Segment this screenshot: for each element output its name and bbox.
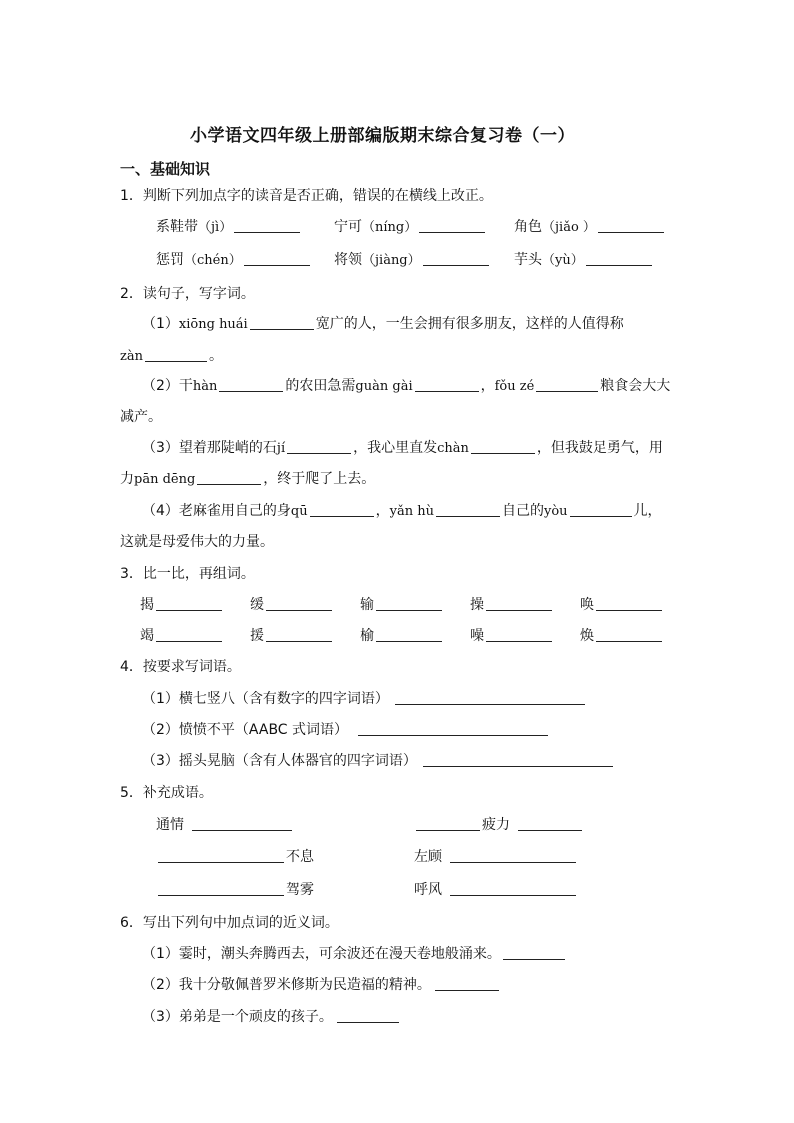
q1-item: 系鞋带（jì）	[156, 218, 302, 237]
answer-blank[interactable]	[536, 377, 598, 392]
answer-blank[interactable]	[518, 816, 582, 831]
answer-blank[interactable]	[266, 596, 332, 611]
answer-blank[interactable]	[598, 218, 664, 233]
q1-item: 惩罚（chén）	[156, 251, 312, 270]
question-2-stem: 2．读句子，写字词。	[120, 286, 255, 302]
answer-blank[interactable]	[266, 627, 332, 642]
q4-item: （3）摇头晃脑（含有人体器官的四字词语）	[142, 752, 615, 770]
answer-blank[interactable]	[596, 596, 662, 611]
question-4-stem: 4．按要求写词语。	[120, 659, 241, 675]
q5-idiom-item: 不息	[156, 848, 314, 866]
answer-blank[interactable]	[486, 596, 552, 611]
answer-blank[interactable]	[376, 596, 442, 611]
q4-item: （1）横七竖八（含有数字的四字词语）	[142, 690, 587, 708]
answer-blank[interactable]	[435, 976, 499, 991]
answer-blank[interactable]	[596, 627, 662, 642]
q5-idiom-item: 通情	[156, 816, 294, 834]
answer-blank[interactable]	[197, 470, 261, 485]
q2-sentence-2: （2）干hàn 的农田急需guàn gài ，fǒu zé 粮食会大大	[142, 378, 671, 394]
q3-char-item: 揭	[140, 596, 224, 614]
answer-blank[interactable]	[145, 347, 207, 362]
answer-blank[interactable]	[376, 627, 442, 642]
q2-sentence-2-cont: 减产。	[120, 409, 162, 425]
page-title: 小学语文四年级上册部编版期末综合复习卷（一）	[190, 126, 575, 146]
answer-blank[interactable]	[156, 627, 222, 642]
answer-blank[interactable]	[395, 690, 585, 705]
answer-blank[interactable]	[450, 848, 576, 863]
answer-blank[interactable]	[358, 721, 548, 736]
q5-idiom-item: 驾雾	[156, 881, 314, 899]
q2-sentence-4-cont: 这就是母爱伟大的力量。	[120, 534, 274, 550]
answer-blank[interactable]	[486, 627, 552, 642]
q1-item: 角色（jiǎo ）	[514, 218, 666, 237]
q2-sentence-3: （3）望着那陡峭的石jí ，我心里直发chàn ，但我鼓足勇气，用	[142, 440, 663, 456]
q2-sentence-4: （4）老麻雀用自己的身qū ，yǎn hù 自己的yòu 儿，	[142, 503, 662, 519]
q2-sentence-3-cont: 力pān dēng ，终于爬了上去。	[120, 471, 376, 487]
q5-idiom-item: 疲力	[414, 816, 584, 834]
answer-blank[interactable]	[471, 439, 535, 454]
answer-blank[interactable]	[419, 218, 485, 233]
q3-char-item: 噪	[470, 627, 554, 645]
section-heading: 一、基础知识	[120, 160, 211, 178]
answer-blank[interactable]	[287, 439, 351, 454]
answer-blank[interactable]	[156, 596, 222, 611]
answer-blank[interactable]	[219, 377, 283, 392]
q3-char-item: 焕	[580, 627, 664, 645]
q3-char-item: 榆	[360, 627, 444, 645]
answer-blank[interactable]	[250, 315, 314, 330]
answer-blank[interactable]	[158, 881, 284, 896]
answer-blank[interactable]	[337, 1008, 399, 1023]
q5-idiom-item: 左顾	[414, 848, 578, 866]
answer-blank[interactable]	[158, 848, 284, 863]
answer-blank[interactable]	[234, 218, 300, 233]
q1-item: 将领（jiàng）	[334, 251, 491, 270]
q3-char-item: 缓	[250, 596, 334, 614]
q3-char-item: 唤	[580, 596, 664, 614]
question-6-stem: 6．写出下列句中加点词的近义词。	[120, 915, 339, 931]
q1-item: 宁可（níng）	[334, 218, 487, 237]
answer-blank[interactable]	[192, 816, 292, 831]
q4-item: （2）愤愤不平（AABC 式词语）	[142, 721, 550, 739]
answer-blank[interactable]	[416, 816, 480, 831]
answer-blank[interactable]	[570, 502, 632, 517]
answer-blank[interactable]	[450, 881, 576, 896]
q2-sentence-1-cont: zàn 。	[120, 348, 223, 364]
answer-blank[interactable]	[415, 377, 479, 392]
q5-idiom-item: 呼风	[414, 881, 578, 899]
q3-char-item: 输	[360, 596, 444, 614]
question-3-stem: 3．比一比，再组词。	[120, 566, 255, 582]
answer-blank[interactable]	[436, 502, 500, 517]
answer-blank[interactable]	[244, 251, 310, 266]
q6-item: （3）弟弟是一个顽皮的孩子。	[142, 1008, 401, 1026]
answer-blank[interactable]	[423, 752, 613, 767]
q1-item: 芋头（yù）	[514, 251, 654, 270]
question-5-stem: 5．补充成语。	[120, 785, 213, 801]
answer-blank[interactable]	[586, 251, 652, 266]
q3-char-item: 竭	[140, 627, 224, 645]
q3-char-item: 援	[250, 627, 334, 645]
q6-item: （1）霎时，潮头奔腾西去，可余波还在漫天卷地般涌来。	[142, 945, 567, 963]
q2-sentence-1: （1）xiōng huái 宽广的人，一生会拥有很多朋友，这样的人值得称	[142, 316, 624, 332]
q6-item: （2）我十分敬佩普罗米修斯为民造福的精神。	[142, 976, 501, 994]
question-1-stem: 1．判断下列加点字的读音是否正确，错误的在横线上改正。	[120, 188, 493, 204]
answer-blank[interactable]	[310, 502, 374, 517]
q3-char-item: 操	[470, 596, 554, 614]
answer-blank[interactable]	[423, 251, 489, 266]
answer-blank[interactable]	[503, 945, 565, 960]
